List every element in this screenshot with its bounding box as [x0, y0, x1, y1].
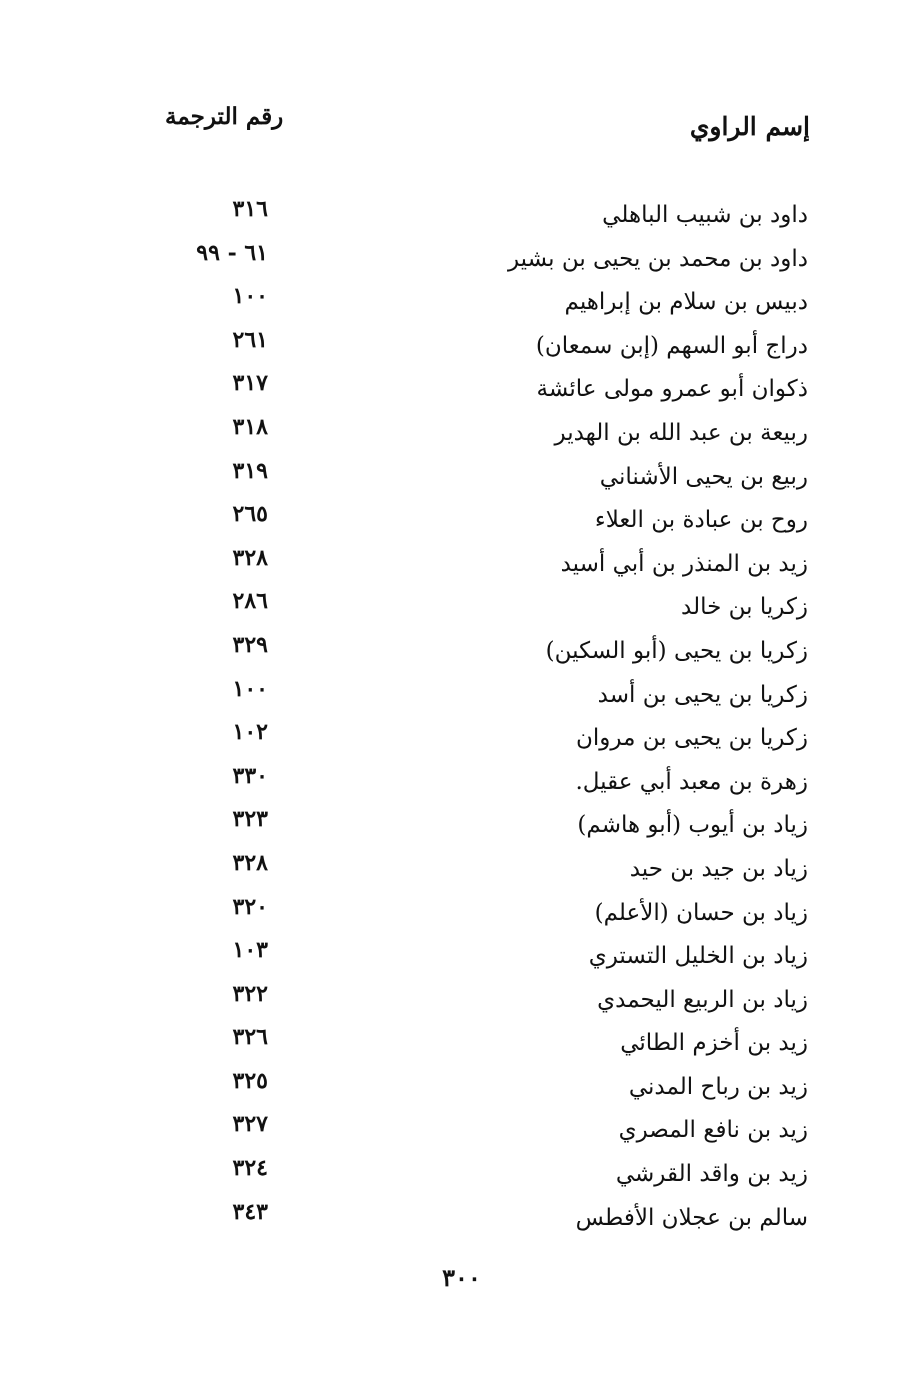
- narrator-name: دبيس بن سلام بن إبراهيم: [564, 289, 808, 316]
- entry-number: ٣٢٦: [232, 1024, 268, 1051]
- narrator-name: زكريا بن يحيى بن مروان: [576, 725, 808, 752]
- narrator-name: زيد بن المنذر بن أبي أسيد: [560, 550, 808, 577]
- narrator-name: داود بن محمد بن يحيى بن بشير: [507, 245, 808, 272]
- entry-number: ٣١٧: [232, 370, 268, 397]
- index-entry: [0, 1155, 923, 1199]
- entry-number: ٣١٨: [232, 413, 268, 440]
- narrator-index-list: [0, 196, 923, 1242]
- narrator-name: زياد بن أيوب (أبو هاشم): [577, 812, 808, 839]
- narrator-name: ذكوان أبو عمرو مولى عائشة: [536, 376, 808, 403]
- index-entry: [0, 240, 923, 284]
- index-entry: [0, 1024, 923, 1068]
- index-entry: [0, 632, 923, 676]
- entry-number: ٣١٩: [232, 457, 268, 484]
- index-entry: [0, 1068, 923, 1112]
- index-entry: [0, 458, 923, 502]
- narrator-name: زياد بن جيد بن حيد: [629, 855, 808, 882]
- narrator-name: زيد بن نافع المصري: [618, 1117, 808, 1144]
- narrator-name: ربيعة بن عبد الله بن الهدير: [554, 419, 808, 446]
- entry-number: ١٠٢: [232, 719, 268, 746]
- index-entry: [0, 1111, 923, 1155]
- narrator-name: زياد بن الخليل التستري: [588, 943, 808, 970]
- index-entry: [0, 501, 923, 545]
- index-entry: [0, 894, 923, 938]
- narrator-name: زكريا بن يحيى بن أسد: [597, 681, 808, 708]
- entry-number: ٣٢٣: [232, 806, 268, 833]
- narrator-name: ربيع بن يحيى الأشناني: [599, 463, 808, 490]
- index-entry: [0, 1199, 923, 1243]
- index-entry: [0, 676, 923, 720]
- entry-number: ٣٢٨: [232, 849, 268, 876]
- entry-number: ٣٢٤: [232, 1155, 268, 1182]
- entry-number: ٣٢٥: [232, 1067, 268, 1094]
- index-entry: [0, 981, 923, 1025]
- narrator-name: زكريا بن يحيى (أبو السكين): [545, 637, 808, 664]
- page-number: ٣٠٠: [442, 1263, 481, 1292]
- index-entry: [0, 937, 923, 981]
- narrator-name: روح بن عبادة بن العلاء: [594, 507, 808, 534]
- entry-number: ١٠٠: [232, 675, 268, 702]
- entry-number: ٢٦٥: [232, 501, 268, 528]
- narrator-name: زيد بن رباح المدني: [628, 1073, 808, 1100]
- index-entry: [0, 588, 923, 632]
- narrator-column-header: إسم الراوي: [689, 112, 810, 141]
- index-entry: [0, 763, 923, 807]
- entry-number: ٣٢٩: [232, 631, 268, 658]
- index-entry: [0, 414, 923, 458]
- index-entry: [0, 850, 923, 894]
- narrator-name: زكريا بن خالد: [681, 594, 808, 621]
- entry-number: ٣٢٨: [232, 544, 268, 571]
- narrator-name: زيد بن أخزم الطائي: [620, 1030, 808, 1057]
- entry-number: ٣١٦: [232, 196, 268, 222]
- index-entry: [0, 370, 923, 414]
- entry-number: ٢٨٦: [232, 588, 268, 615]
- narrator-name: زياد بن حسان (الأعلم): [594, 899, 808, 926]
- entry-number: ٣٢٧: [232, 1111, 268, 1138]
- index-entry: [0, 283, 923, 327]
- entry-number: ٣٤٣: [232, 1198, 268, 1225]
- entry-number: ٣٣٠: [232, 762, 268, 789]
- index-entry: [0, 545, 923, 589]
- narrator-name: داود بن شبيب الباهلي: [602, 202, 808, 228]
- narrator-name: زيد بن واقد القرشي: [615, 1161, 808, 1188]
- entry-number: ١٠٠: [232, 283, 268, 310]
- narrator-name: زهرة بن معبد أبي عقيل.: [575, 768, 808, 795]
- entry-number: ٢٦١: [232, 326, 268, 353]
- entry-number: ٣٢٢: [232, 980, 268, 1007]
- narrator-name: زياد بن الربيع اليحمدي: [597, 986, 808, 1013]
- index-entry: [0, 327, 923, 371]
- entry-number: ٦١ - ٩٩: [196, 239, 268, 266]
- index-entry: [0, 806, 923, 850]
- narrator-name: سالم بن عجلان الأفطس: [575, 1204, 808, 1231]
- index-entry: [0, 719, 923, 763]
- index-entry: [0, 196, 923, 240]
- entry-number-column-header: رقم الترجمة: [165, 103, 284, 130]
- entry-number: ١٠٣: [232, 937, 268, 964]
- narrator-name: دراج أبو السهم (إبن سمعان): [535, 332, 808, 359]
- entry-number: ٣٢٠: [232, 893, 268, 920]
